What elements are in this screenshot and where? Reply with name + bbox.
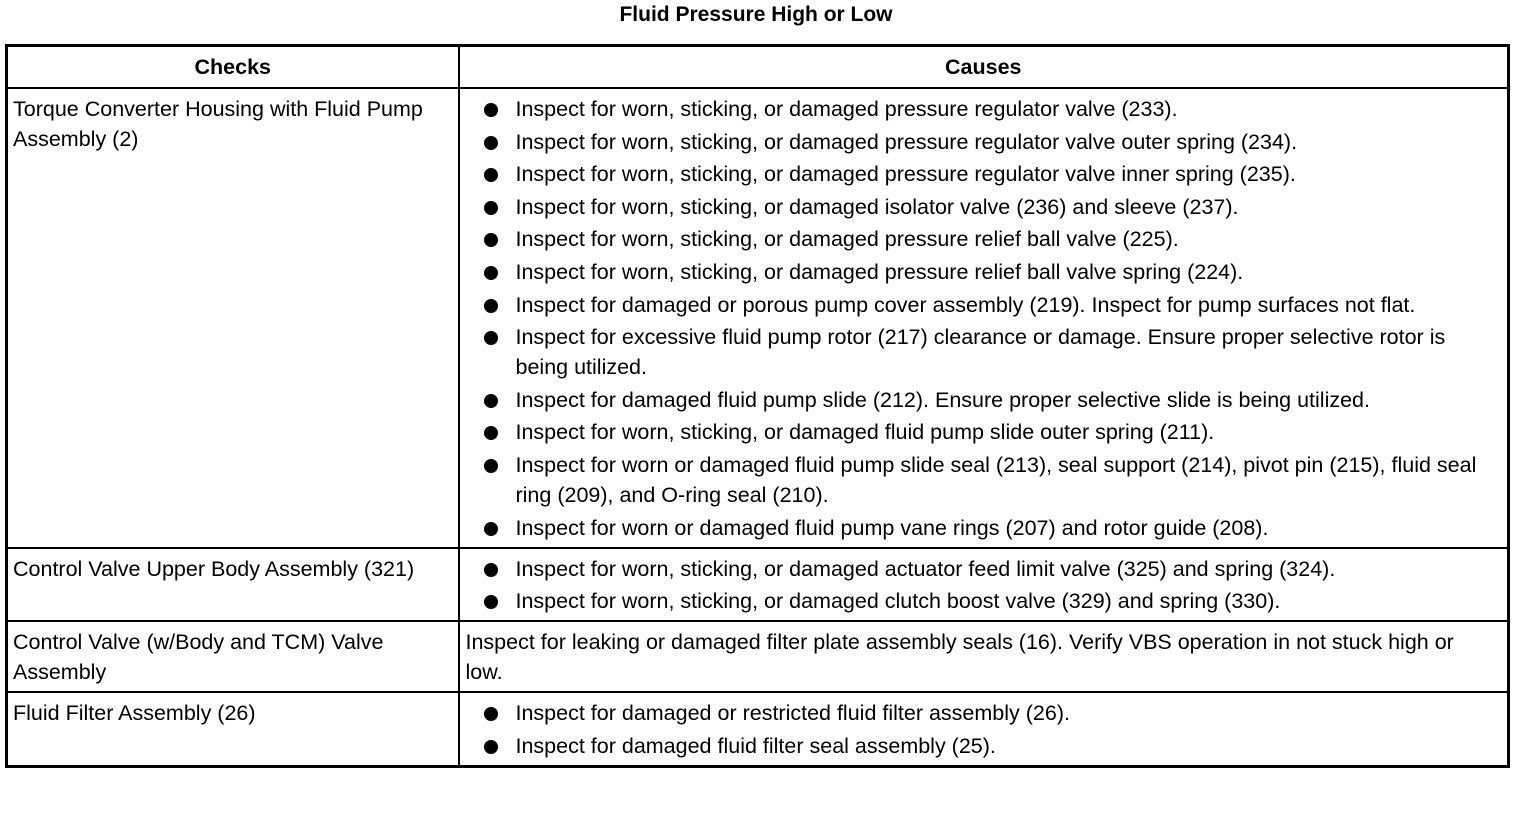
check-cell: Control Valve (w/Body and TCM) Valve Assembly <box>7 621 459 692</box>
cause-text: Inspect for worn or damaged fluid pump slide seal (213), seal support (214), pivot pin (215), fluid seal ring (209), and O-ring seal (210). <box>515 452 1477 507</box>
list-item <box>464 257 1488 287</box>
cause-text: Inspect for damaged or porous pump cover assembly (219). Inspect for pump surfaces not flat. <box>515 292 1416 317</box>
cause-text: Inspect for worn, sticking, or damaged fluid pump slide outer spring (211). <box>515 420 1215 445</box>
list-item <box>464 159 1488 189</box>
table-row <box>7 692 1509 766</box>
check-cell: Control Valve Upper Body Assembly (321) <box>7 548 459 622</box>
list-item <box>464 586 1488 616</box>
diagnostic-table <box>5 44 1510 768</box>
cause-text: Inspect for worn, sticking, or damaged clutch boost valve (329) and spring (330). <box>515 589 1281 614</box>
cause-text: Inspect for worn, sticking, or damaged pressure regulator valve outer spring (234). <box>515 129 1298 154</box>
bullet-icon <box>484 394 498 408</box>
bullet-icon <box>484 563 498 577</box>
list-item <box>464 417 1488 447</box>
list-item <box>464 698 1488 728</box>
list-item <box>464 731 1488 761</box>
list-item <box>464 554 1488 584</box>
bullet-icon <box>484 136 498 150</box>
cause-text: Inspect for damaged or restricted fluid filter assembly (26). <box>515 701 1070 726</box>
bullet-icon <box>484 707 498 721</box>
cause-text: Inspect for worn or damaged fluid pump vane rings (207) and rotor guide (208). <box>515 515 1269 540</box>
list-item <box>464 290 1488 320</box>
bullet-icon <box>484 522 498 536</box>
bullet-icon <box>484 266 498 280</box>
bullet-icon <box>484 459 498 473</box>
causes-list <box>464 698 1488 761</box>
causes-cell <box>459 88 1509 548</box>
cause-text: Inspect for worn, sticking, or damaged pressure regulator valve inner spring (235). <box>515 162 1296 187</box>
cause-text: Inspect for damaged fluid filter seal assembly (25). <box>515 733 996 758</box>
list-item <box>464 224 1488 254</box>
cause-text: Inspect for worn, sticking, or damaged actuator feed limit valve (325) and spring (324). <box>515 556 1336 581</box>
causes-cell <box>459 621 1509 692</box>
list-item <box>464 192 1488 222</box>
table-row <box>7 621 1509 692</box>
list-item <box>464 127 1488 157</box>
bullet-icon <box>484 740 498 754</box>
cause-text: Inspect for worn, sticking, or damaged pressure relief ball valve (225). <box>515 227 1179 252</box>
list-item <box>464 385 1488 415</box>
list-item <box>464 513 1488 543</box>
page-title: Fluid Pressure High or Low <box>619 3 893 26</box>
check-cell: Fluid Filter Assembly (26) <box>7 692 459 766</box>
bullet-icon <box>484 103 498 117</box>
cause-text: Inspect for worn, sticking, or damaged pressure relief ball valve spring (224). <box>515 259 1244 284</box>
checks-column-header: Checks <box>7 46 459 89</box>
causes-column-header: Causes <box>459 46 1509 89</box>
list-item <box>464 94 1488 124</box>
bullet-icon <box>484 426 498 440</box>
bullet-icon <box>484 331 498 345</box>
cause-text: Inspect for excessive fluid pump rotor (217) clearance or damage. Ensure proper selective rotor is being utilized. <box>515 325 1446 380</box>
bullet-icon <box>484 299 498 313</box>
causes-list <box>464 554 1488 617</box>
causes-list <box>464 94 1488 543</box>
causes-cell <box>459 548 1509 622</box>
check-cell: Torque Converter Housing with Fluid Pump Assembly (2) <box>7 88 459 548</box>
table-row <box>7 548 1509 622</box>
cause-text: Inspect for worn, sticking, or damaged isolator valve (236) and sleeve (237). <box>515 194 1239 219</box>
causes-cell <box>459 692 1509 766</box>
bullet-icon <box>484 233 498 247</box>
bullet-icon <box>484 595 498 609</box>
table-row <box>7 88 1509 548</box>
list-item <box>464 450 1488 510</box>
cause-text: Inspect for worn, sticking, or damaged pressure regulator valve (233). <box>515 97 1178 121</box>
bullet-icon <box>484 168 498 182</box>
cause-text: Inspect for damaged fluid pump slide (212). Ensure proper selective slide is being utilized. <box>515 387 1370 412</box>
table-header-row <box>7 46 1509 89</box>
bullet-icon <box>484 201 498 215</box>
cause-text: Inspect for leaking or damaged filter plate assembly seals (16). Verify VBS operation in not stuck high or low. <box>465 630 1454 685</box>
list-item <box>464 322 1488 382</box>
